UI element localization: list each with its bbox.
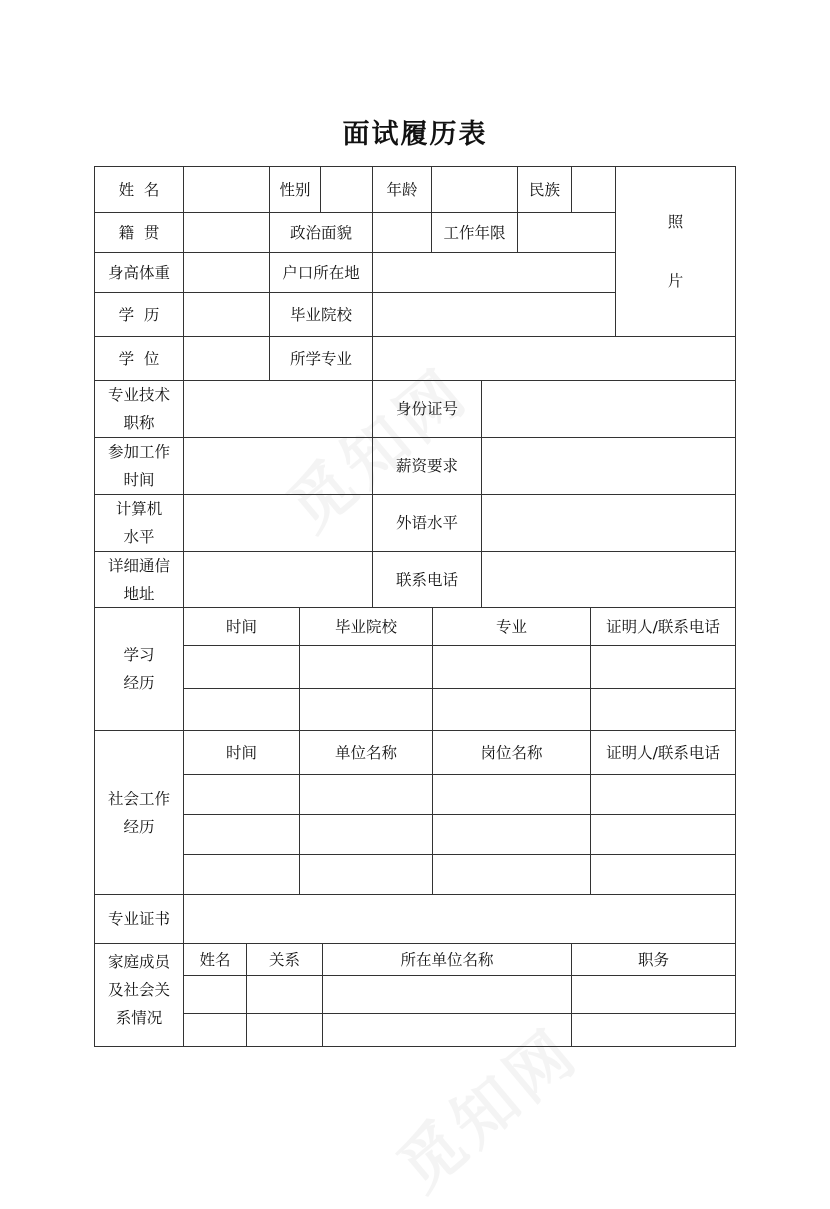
- study-cell[interactable]: [183, 645, 300, 689]
- field-graduate-school[interactable]: [372, 292, 616, 337]
- field-gender[interactable]: [320, 166, 373, 213]
- study-cell[interactable]: [299, 688, 433, 731]
- work-cell[interactable]: [299, 774, 433, 815]
- label-education: 学 历: [94, 292, 184, 337]
- field-native-place[interactable]: [183, 212, 270, 253]
- field-political-status[interactable]: [372, 212, 432, 253]
- work-cell[interactable]: [432, 814, 591, 855]
- label-height-weight: 身高体重: [94, 252, 184, 293]
- photo-box[interactable]: [615, 166, 736, 337]
- label-native-place: 籍 贯: [94, 212, 184, 253]
- work-cell[interactable]: [432, 774, 591, 815]
- label-certificates: 专业证书: [94, 894, 184, 944]
- field-education[interactable]: [183, 292, 270, 337]
- family-cell[interactable]: [571, 975, 736, 1014]
- family-header-position: 职务: [571, 943, 736, 976]
- field-computer-level[interactable]: [183, 494, 373, 552]
- field-age[interactable]: [431, 166, 518, 213]
- family-cell[interactable]: [571, 1013, 736, 1047]
- field-height-weight[interactable]: [183, 252, 270, 293]
- work-cell[interactable]: [183, 854, 300, 895]
- label-ethnicity: 民族: [517, 166, 572, 213]
- label-phone: 联系电话: [372, 551, 482, 608]
- study-cell[interactable]: [432, 645, 591, 689]
- label-name: 姓 名: [94, 166, 184, 213]
- field-name[interactable]: [183, 166, 270, 213]
- field-salary-expectation[interactable]: [481, 437, 736, 495]
- study-header-time: 时间: [183, 607, 300, 646]
- field-phone[interactable]: [481, 551, 736, 608]
- work-cell[interactable]: [183, 814, 300, 855]
- field-work-years[interactable]: [517, 212, 616, 253]
- family-header-employer: 所在单位名称: [322, 943, 572, 976]
- family-header-relation: 关系: [246, 943, 323, 976]
- label-hukou: 户口所在地: [269, 252, 373, 293]
- label-foreign-language: 外语水平: [372, 494, 482, 552]
- field-foreign-language[interactable]: [481, 494, 736, 552]
- label-political-status: 政治面貌: [269, 212, 373, 253]
- label-major-studied: 所学专业: [269, 336, 373, 381]
- work-cell[interactable]: [432, 854, 591, 895]
- family-cell[interactable]: [183, 1013, 247, 1047]
- label-gender: 性别: [269, 166, 321, 213]
- field-degree[interactable]: [183, 336, 270, 381]
- field-major-studied[interactable]: [372, 336, 736, 381]
- label-family: 家庭成员 及社会关 系情况: [94, 943, 184, 1047]
- work-cell[interactable]: [590, 814, 736, 855]
- field-id-number[interactable]: [481, 380, 736, 438]
- label-work-start: 参加工作 时间: [94, 437, 184, 495]
- photo-label-1: 照: [667, 213, 684, 232]
- field-address[interactable]: [183, 551, 373, 608]
- field-hukou[interactable]: [372, 252, 616, 293]
- work-header-time: 时间: [183, 730, 300, 775]
- family-cell[interactable]: [322, 975, 572, 1014]
- field-work-start[interactable]: [183, 437, 373, 495]
- field-ethnicity[interactable]: [571, 166, 616, 213]
- work-cell[interactable]: [299, 814, 433, 855]
- study-header-referee: 证明人/联系电话: [590, 607, 736, 646]
- study-cell[interactable]: [432, 688, 591, 731]
- field-professional-title[interactable]: [183, 380, 373, 438]
- work-cell[interactable]: [299, 854, 433, 895]
- work-cell[interactable]: [183, 774, 300, 815]
- family-cell[interactable]: [183, 975, 247, 1014]
- photo-label-2: 片: [667, 271, 684, 290]
- study-cell[interactable]: [183, 688, 300, 731]
- label-professional-title: 专业技术 职称: [94, 380, 184, 438]
- family-cell[interactable]: [246, 1013, 323, 1047]
- study-cell[interactable]: [590, 645, 736, 689]
- study-cell[interactable]: [299, 645, 433, 689]
- work-header-position: 岗位名称: [432, 730, 591, 775]
- study-cell[interactable]: [590, 688, 736, 731]
- family-header-name: 姓名: [183, 943, 247, 976]
- label-id-number: 身份证号: [372, 380, 482, 438]
- label-study-experience: 学习 经历: [94, 607, 184, 731]
- study-header-school: 毕业院校: [299, 607, 433, 646]
- work-cell[interactable]: [590, 854, 736, 895]
- label-computer-level: 计算机 水平: [94, 494, 184, 552]
- page-title: 面试履历表: [342, 119, 488, 150]
- label-work-experience: 社会工作 经历: [94, 730, 184, 895]
- family-cell[interactable]: [246, 975, 323, 1014]
- work-cell[interactable]: [590, 774, 736, 815]
- label-graduate-school: 毕业院校: [269, 292, 373, 337]
- label-degree: 学 位: [94, 336, 184, 381]
- family-cell[interactable]: [322, 1013, 572, 1047]
- field-certificates[interactable]: [183, 894, 736, 944]
- label-work-years: 工作年限: [431, 212, 518, 253]
- work-header-employer: 单位名称: [299, 730, 433, 775]
- work-header-referee: 证明人/联系电话: [590, 730, 736, 775]
- label-age: 年龄: [372, 166, 432, 213]
- label-address: 详细通信 地址: [94, 551, 184, 608]
- label-salary-expectation: 薪资要求: [372, 437, 482, 495]
- study-header-major: 专业: [432, 607, 591, 646]
